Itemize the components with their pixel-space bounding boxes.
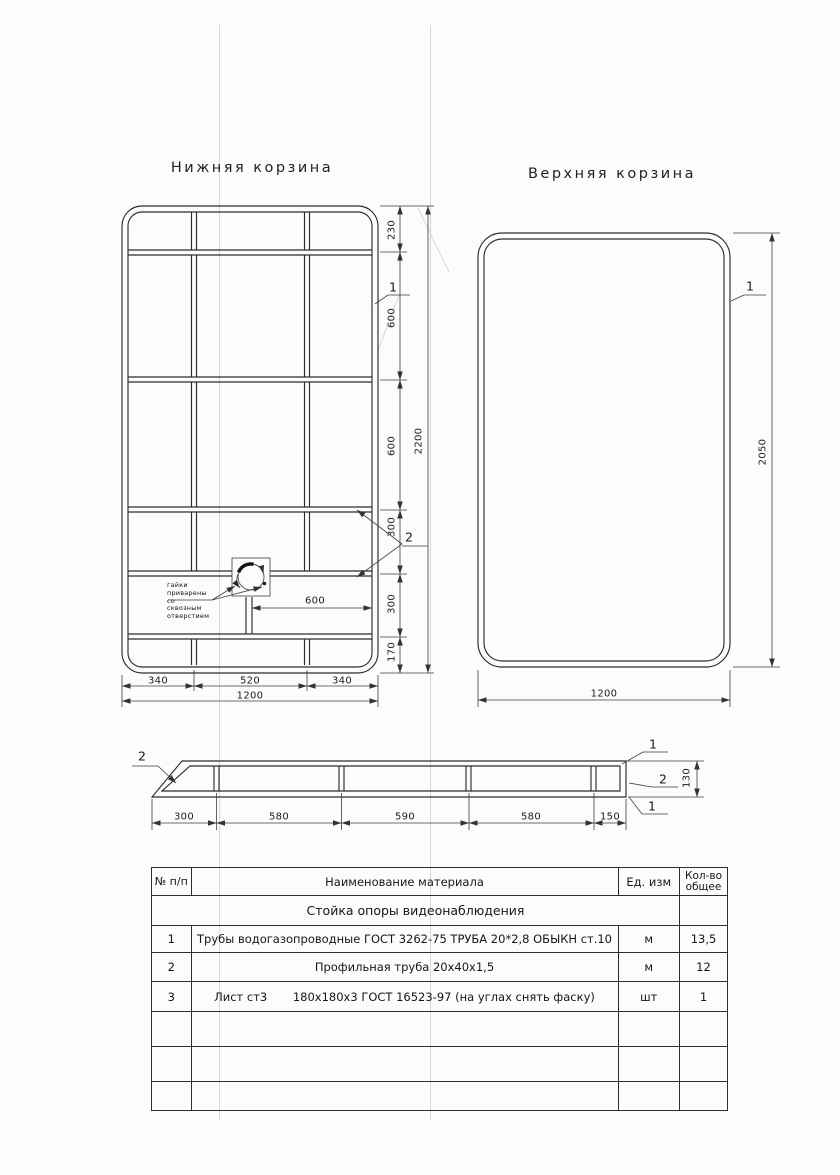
table-row — [152, 982, 728, 1012]
lower-frame-inner — [128, 212, 372, 667]
dim-label-300b: 300 — [386, 594, 398, 614]
header-unit: Ед. изм — [618, 868, 680, 896]
empty-cell — [191, 1047, 618, 1082]
dim-label-170: 170 — [386, 642, 398, 662]
row2-unit: м — [618, 953, 680, 982]
dim-label-590-side: 590 — [395, 811, 415, 823]
dim-label-150-side: 150 — [600, 811, 620, 823]
header-qty — [680, 868, 728, 896]
dim-label-580b-side: 580 — [521, 811, 541, 823]
upper-basket-drawing — [478, 233, 780, 707]
dim-label-2050: 2050 — [757, 438, 769, 466]
empty-cell — [680, 1012, 728, 1047]
table-row — [152, 926, 728, 953]
nut-dot-left — [235, 582, 239, 586]
empty-cell — [680, 1082, 728, 1111]
mounting-plate-detail — [232, 558, 270, 596]
dim-label-600b: 600 — [386, 436, 398, 456]
header-num: № п/п — [152, 868, 192, 896]
dim-label-520: 520 — [240, 675, 260, 687]
table-subheader-row — [152, 896, 728, 926]
dim-label-1200-lower: 1200 — [236, 690, 264, 702]
callout-1-side-bottom: 1 — [648, 798, 656, 814]
empty-cell — [152, 1047, 192, 1082]
row3-qty: 1 — [680, 982, 728, 1012]
empty-cell — [680, 1047, 728, 1082]
callout-2-lower: 2 — [405, 529, 413, 545]
row1-unit: м — [618, 926, 680, 953]
row1-name: Трубы водогазопроводные ГОСТ 3262-75 ТРУБА 20*2,8 ОБЫКН ст.10 — [191, 926, 618, 953]
callout-1-lower: 1 — [389, 279, 397, 295]
table-empty-row — [152, 1012, 728, 1047]
empty-cell — [618, 1012, 680, 1047]
note-line-3: со — [167, 596, 175, 605]
upper-frame-outer — [478, 233, 730, 667]
table-empty-row — [152, 1082, 728, 1111]
nut-dot-right — [263, 582, 267, 586]
materials-table — [151, 867, 728, 1111]
header-qty-line1: Кол-во — [685, 869, 722, 882]
dim-label-600a: 600 — [386, 308, 398, 328]
row3-name: Лист ст3 180х180х3 ГОСТ 16523-97 (на углах снять фаску) — [191, 982, 618, 1012]
side-extensions — [152, 761, 704, 830]
dim-label-2200: 2200 — [413, 427, 425, 455]
upper-dims — [478, 233, 772, 700]
note-line-4: сквозным — [167, 604, 202, 613]
dim-label-600-inner: 600 — [305, 595, 325, 607]
weld-arc — [239, 564, 254, 572]
lower-basket-title: Нижняя корзина — [170, 160, 334, 176]
row1-qty: 13,5 — [680, 926, 728, 953]
table-empty-row — [152, 1047, 728, 1082]
lower-basket-drawing — [122, 206, 434, 707]
table-row — [152, 953, 728, 982]
dim-label-340b: 340 — [332, 675, 352, 687]
lower-horizontal-members — [128, 250, 372, 639]
empty-cell — [618, 1047, 680, 1082]
side-dividers — [214, 766, 596, 791]
dim-label-230: 230 — [386, 220, 398, 240]
dim-label-130-side: 130 — [681, 768, 693, 788]
header-name: Наименование материала — [191, 868, 618, 896]
subheader-empty-cell — [680, 896, 728, 926]
row3-num: 3 — [152, 982, 192, 1012]
callout-2-side-right: 2 — [659, 771, 667, 787]
upper-frame-inner — [484, 239, 724, 661]
table-header-row — [152, 868, 728, 896]
header-qty-line2: общее — [685, 880, 722, 893]
row2-name: Профильная труба 20х40х1,5 — [191, 953, 618, 982]
upper-callout-leader — [731, 295, 766, 301]
row1-num: 1 — [152, 926, 192, 953]
dim-label-580a-side: 580 — [269, 811, 289, 823]
callout-2-side-left: 2 — [138, 748, 146, 764]
dim-label-1200-upper: 1200 — [590, 688, 618, 700]
note-line-2: приварены — [167, 588, 207, 597]
row2-qty: 12 — [680, 953, 728, 982]
empty-cell — [191, 1012, 618, 1047]
dim-label-300a: 300 — [386, 517, 398, 537]
welded-nut-note — [167, 582, 209, 621]
subheader-cell: Стойка опоры видеонаблюдения — [152, 896, 680, 926]
callout-1-upper: 1 — [746, 278, 754, 294]
upper-basket-title: Верхняя корзина — [527, 166, 697, 182]
row3-unit: шт — [618, 982, 680, 1012]
empty-cell — [618, 1082, 680, 1111]
side-outline-inner — [162, 766, 620, 791]
row2-num: 2 — [152, 953, 192, 982]
upper-extensions — [478, 233, 780, 707]
callout-1-side-top: 1 — [649, 736, 657, 752]
dim-label-300-side: 300 — [174, 811, 194, 823]
lower-frame-outer — [122, 206, 378, 673]
note-line-1: гайки — [167, 581, 188, 589]
dim-label-340a: 340 — [148, 675, 168, 687]
empty-cell — [191, 1082, 618, 1111]
empty-cell — [152, 1082, 192, 1111]
empty-cell — [152, 1012, 192, 1047]
note-line-5: отверстием — [167, 612, 210, 621]
